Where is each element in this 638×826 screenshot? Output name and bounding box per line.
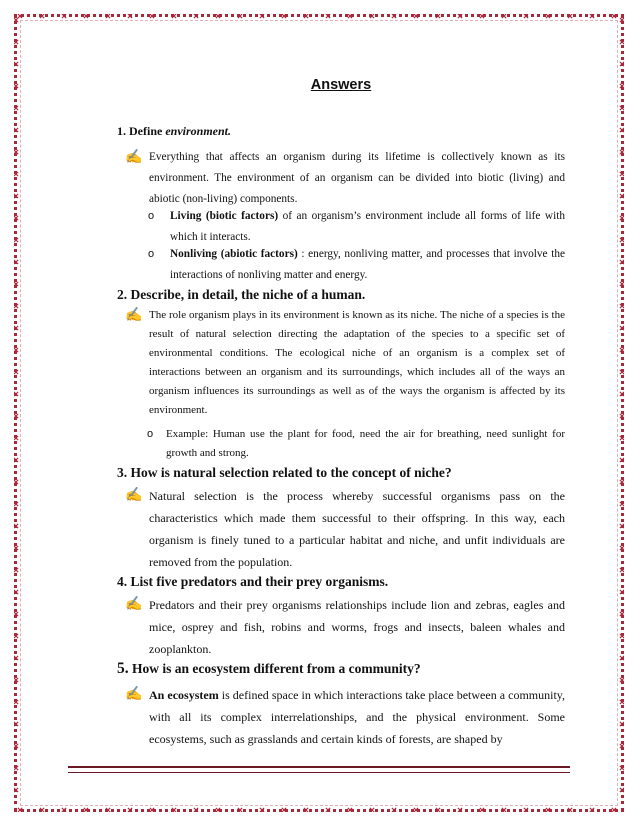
answer-3-text: Natural selection is the process whereby successful organisms pass on the characteristics which made them successful to their offspring. In this way, each organism is finely tuned to a particular habitat and niche, and unfit individuals are removed from the population. xyxy=(149,489,565,569)
answer-5-text: is defined space in which interactions take place between a community, with all its complex interrelationships, and the physical environment. Some ecosystems, such as grasslands and certain kinds of forests, are shaped by xyxy=(149,688,565,746)
question-3: 3. How is natural selection related to the concept of niche? xyxy=(117,465,452,480)
question-1 xyxy=(117,124,231,139)
answer-5-term: An ecosystem xyxy=(149,688,219,702)
circle-bullet-icon: o xyxy=(148,248,155,260)
answer-1 xyxy=(125,147,565,210)
answer-2-sub-text: Example: Human use the plant for food, need the air for breathing, need sunlight for growth and strong. xyxy=(166,428,565,459)
question-1-term: environment. xyxy=(165,124,231,138)
answer-2 xyxy=(125,306,565,420)
writing-hand-icon: ✍ xyxy=(125,150,143,165)
sub-1-term: Living (biotic factors) xyxy=(170,210,279,222)
sub-1-text: of an organism’s environment include all forms of life with which it interacts. xyxy=(170,210,565,243)
writing-hand-icon: ✍ xyxy=(125,687,143,702)
answer-3 xyxy=(125,485,565,573)
answer-2-text: The role organism plays in its environment is known as its niche. The niche of a species is the result of natural selection directing the adaptation of the species to a specific set of environmental conditions. The ecological niche of an organism is a complex set of interactions between an organism and its surroundings, which includes all of the ways an organism influences its surroundings as well as of the ways the organism is affected by its environment. xyxy=(149,309,565,416)
sub-2-term: Nonliving (abiotic factors) xyxy=(170,248,298,260)
question-1-prefix: 1. Define xyxy=(117,124,166,138)
answer-1-text: Everything that affects an organism during its lifetime is collectively known as its environment. The environment of an organism can be divided into biotic (living) and abiotic (non-living) components. xyxy=(149,151,565,205)
answer-4-text: Predators and their prey organisms relationships include lion and zebras, eagles and mice, osprey and fish, robins and worms, frogs and insects, baleen whales and zooplankton. xyxy=(149,598,565,656)
circle-bullet-icon: o xyxy=(147,428,154,440)
writing-hand-icon: ✍ xyxy=(125,488,143,503)
sub-2-text: : energy, nonliving matter, and processes that involve the interactions of nonliving matter and energy. xyxy=(170,248,565,281)
answer-5 xyxy=(125,684,565,750)
writing-hand-icon: ✍ xyxy=(125,597,143,612)
answer-2-sub-1 xyxy=(149,425,565,463)
question-5-number: 5. xyxy=(117,660,129,677)
answer-1-sub-2 xyxy=(148,244,565,286)
footer-rule xyxy=(68,766,570,773)
circle-bullet-icon: o xyxy=(148,210,155,222)
question-2: 2. Describe, in detail, the niche of a human. xyxy=(117,287,366,302)
question-4: 4. List five predators and their prey organisms. xyxy=(117,574,389,589)
answer-4 xyxy=(125,594,565,660)
page-title: Answers xyxy=(310,77,372,93)
answer-1-sub-1 xyxy=(148,206,565,248)
writing-hand-icon: ✍ xyxy=(125,308,143,323)
question-5 xyxy=(117,660,421,678)
question-5-text: How is an ecosystem different from a community? xyxy=(128,661,421,676)
